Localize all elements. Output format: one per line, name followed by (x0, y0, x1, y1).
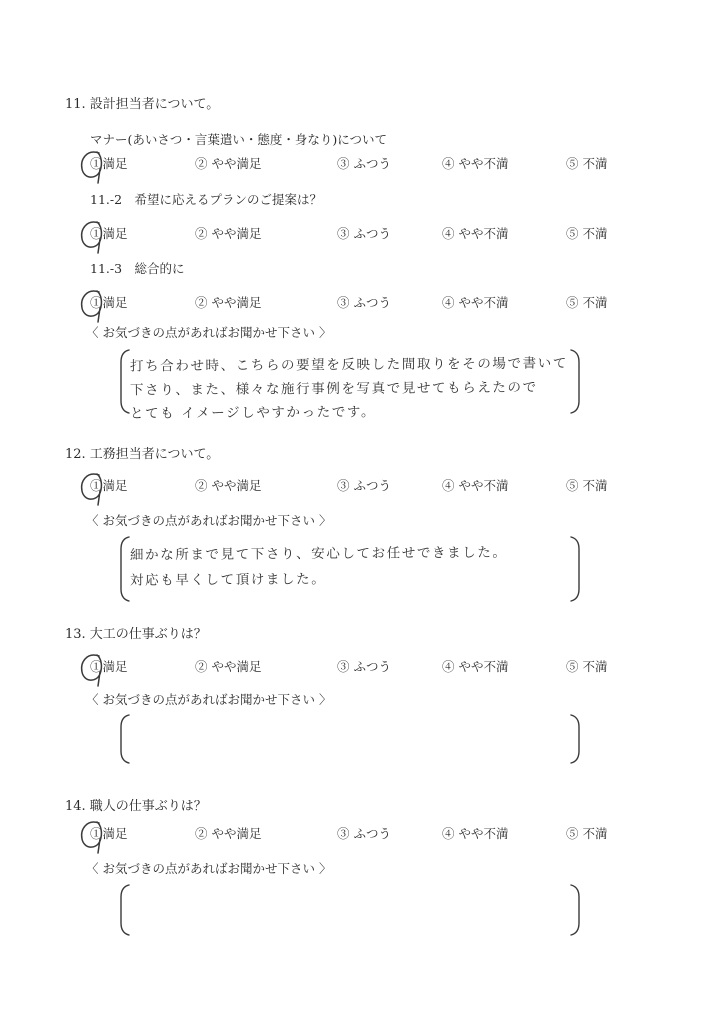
rating-option: ② やや満足 (195, 478, 262, 493)
rating-option: ② やや満足 (195, 826, 262, 841)
comment-prompt: 〈 お気づきの点があればお聞かせ下さい 〉 (86, 325, 332, 340)
rating-option: ①満足 (90, 659, 128, 674)
comment-left-bracket (121, 350, 129, 413)
comment-prompt: 〈 お気づきの点があればお聞かせ下さい 〉 (86, 692, 332, 707)
handwritten-comment-line: とても イメージしやすかったです。 (129, 404, 377, 422)
rating-option: ⑤ 不満 (566, 826, 608, 841)
rating-option: ①満足 (90, 156, 128, 171)
rating-option: ③ ふつう (337, 156, 391, 171)
rating-option: ③ ふつう (337, 659, 391, 674)
rating-option: ①満足 (90, 826, 128, 841)
rating-option: ⑤ 不満 (566, 156, 608, 171)
comment-left-bracket (121, 715, 129, 763)
comment-right-bracket (571, 885, 579, 935)
section-heading: 14. 職人の仕事ぶりは？ (65, 799, 207, 814)
comment-right-bracket (571, 715, 579, 763)
rating-option: ⑤ 不満 (566, 659, 608, 674)
rating-option: ④ やや不満 (442, 659, 509, 674)
rating-option: ⑤ 不満 (566, 226, 608, 241)
section-heading: 13. 大工の仕事ぶりは？ (65, 627, 207, 642)
rating-option: ④ やや不満 (442, 295, 509, 310)
handwritten-comment-line: 細かな所まで見て下さり、安心してお任せできました。 (129, 544, 508, 564)
comment-right-bracket (571, 350, 579, 413)
handwritten-comment-line: 対応も早くして頂けました。 (129, 571, 327, 589)
rating-option: ② やや満足 (195, 226, 262, 241)
rating-option: ③ ふつう (337, 226, 391, 241)
section-heading: 11. 設計担当者について。 (65, 97, 220, 112)
rating-option: ①満足 (90, 295, 128, 310)
rating-option: ③ ふつう (337, 295, 391, 310)
question-label: マナー(あいさつ・言葉遣い・態度・身なり)について (90, 132, 388, 147)
handwritten-comment-line: 打ち合わせ時、こちらの要望を反映した間取りをその場で書いて (129, 355, 568, 375)
rating-option: ③ ふつう (337, 478, 391, 493)
handwritten-comment-line: 下さり、また、様々な施行事例を写真で見せてもらえたので (129, 379, 538, 399)
rating-option: ①満足 (90, 478, 128, 493)
comment-prompt: 〈 お気づきの点があればお聞かせ下さい 〉 (86, 513, 332, 528)
rating-option: ⑤ 不満 (566, 295, 608, 310)
comment-right-bracket (571, 537, 579, 601)
question-label: 11.-3 総合的に (90, 261, 185, 276)
rating-option: ④ やや不満 (442, 826, 509, 841)
rating-option: ④ やや不満 (442, 226, 509, 241)
rating-option: ③ ふつう (337, 826, 391, 841)
rating-option: ② やや満足 (195, 659, 262, 674)
section-heading: 12. 工務担当者について。 (65, 447, 220, 462)
rating-option: ⑤ 不満 (566, 478, 608, 493)
rating-option: ② やや満足 (195, 295, 262, 310)
rating-option: ④ やや不満 (442, 156, 509, 171)
rating-option: ④ やや不満 (442, 478, 509, 493)
comment-prompt: 〈 お気づきの点があればお聞かせ下さい 〉 (86, 861, 332, 876)
rating-option: ①満足 (90, 226, 128, 241)
comment-left-bracket (121, 537, 129, 601)
rating-option: ② やや満足 (195, 156, 262, 171)
comment-left-bracket (121, 885, 129, 935)
question-label: 11.-2 希望に応えるプランのご提案は？ (90, 192, 323, 207)
